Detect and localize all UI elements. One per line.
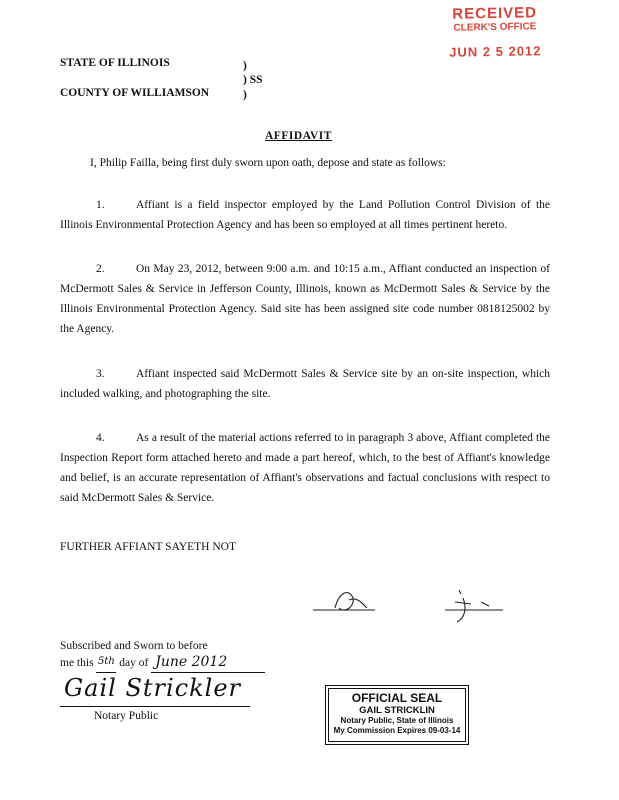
seal-state: Notary Public, State of Illinois xyxy=(340,716,454,725)
paragraph-text: As a result of the material actions referred to in paragraph 3 above, Affiant completed the Inspection Report form attached hereto and made a part hereof, which, to the best of Affiant's knowledge and belief, is an accurate representation of Affiant's observations and factual conclusions with respect to said McDermott Sales & Service. xyxy=(60,432,550,504)
paragraph-text: On May 23, 2012, between 9:00 a.m. and 10:15 a.m., Affiant conducted an inspection of McDermott Sales & Service in Jefferson County, Illinois, known as McDermott Sales & Service by the Illinois Environmental Protection Agency. Said site has been assigned site code number 0818125002 by the Agency. xyxy=(60,263,550,335)
paragraph-number: 4. xyxy=(96,432,105,444)
paragraph-2 xyxy=(60,259,550,339)
stamp-received: RECEIVED xyxy=(452,4,538,23)
paragraph-text: Affiant inspected said McDermott Sales & Service site by an on-site inspection, which included walking, and photographing the site. xyxy=(60,368,550,400)
jurat-line-1: Subscribed and Sworn to before xyxy=(60,640,208,652)
paragraph-3 xyxy=(60,364,550,404)
caption-ss: ) SS xyxy=(243,74,263,86)
seal-expiration: My Commission Expires 09-03-14 xyxy=(333,726,461,735)
caption-state: STATE OF ILLINOIS xyxy=(60,57,170,69)
paragraph-text: Affiant is a field inspector employed by the Land Pollution Control Division of the Illinois Environmental Protection Agency and has been so employed at all times pertinent hereto. xyxy=(60,199,550,231)
intro-text: I, Philip Failla, being first duly sworn upon oath, depose and state as follows: xyxy=(90,157,446,169)
official-seal xyxy=(328,688,466,742)
paragraph-number: 1. xyxy=(96,199,105,211)
stamp-date: JUN 2 5 2012 xyxy=(449,43,542,60)
paragraph-number: 2. xyxy=(96,263,105,275)
affiant-signature xyxy=(305,578,535,628)
caption-county: COUNTY OF WILLIAMSON xyxy=(60,87,210,99)
jurat-day-of: day of xyxy=(119,657,149,669)
closing-statement: FURTHER AFFIANT SAYETH NOT xyxy=(60,541,236,553)
paragraph-1 xyxy=(60,195,550,235)
paragraph-number: 3. xyxy=(96,368,105,380)
jurat-day: 5th xyxy=(96,652,116,673)
notary-signature: Gail Strickler xyxy=(64,674,242,702)
received-stamp xyxy=(436,5,555,60)
notary-public-label: Notary Public xyxy=(94,710,159,722)
seal-title: OFFICIAL SEAL xyxy=(351,691,443,705)
jurat-line-2 xyxy=(60,652,265,673)
caption-paren-3: ) xyxy=(243,89,247,101)
jurat-me-this: me this xyxy=(60,657,94,669)
jurat-month-year: June 2012 xyxy=(151,652,265,673)
document-title: AFFIDAVIT xyxy=(265,130,332,142)
paragraph-4 xyxy=(60,428,550,508)
caption-paren-1: ) xyxy=(243,60,247,72)
stamp-clerks-office: CLERK'S OFFICE xyxy=(453,21,537,34)
seal-name: GAIL STRICKLIN xyxy=(359,705,435,716)
intro-paragraph xyxy=(60,153,550,173)
